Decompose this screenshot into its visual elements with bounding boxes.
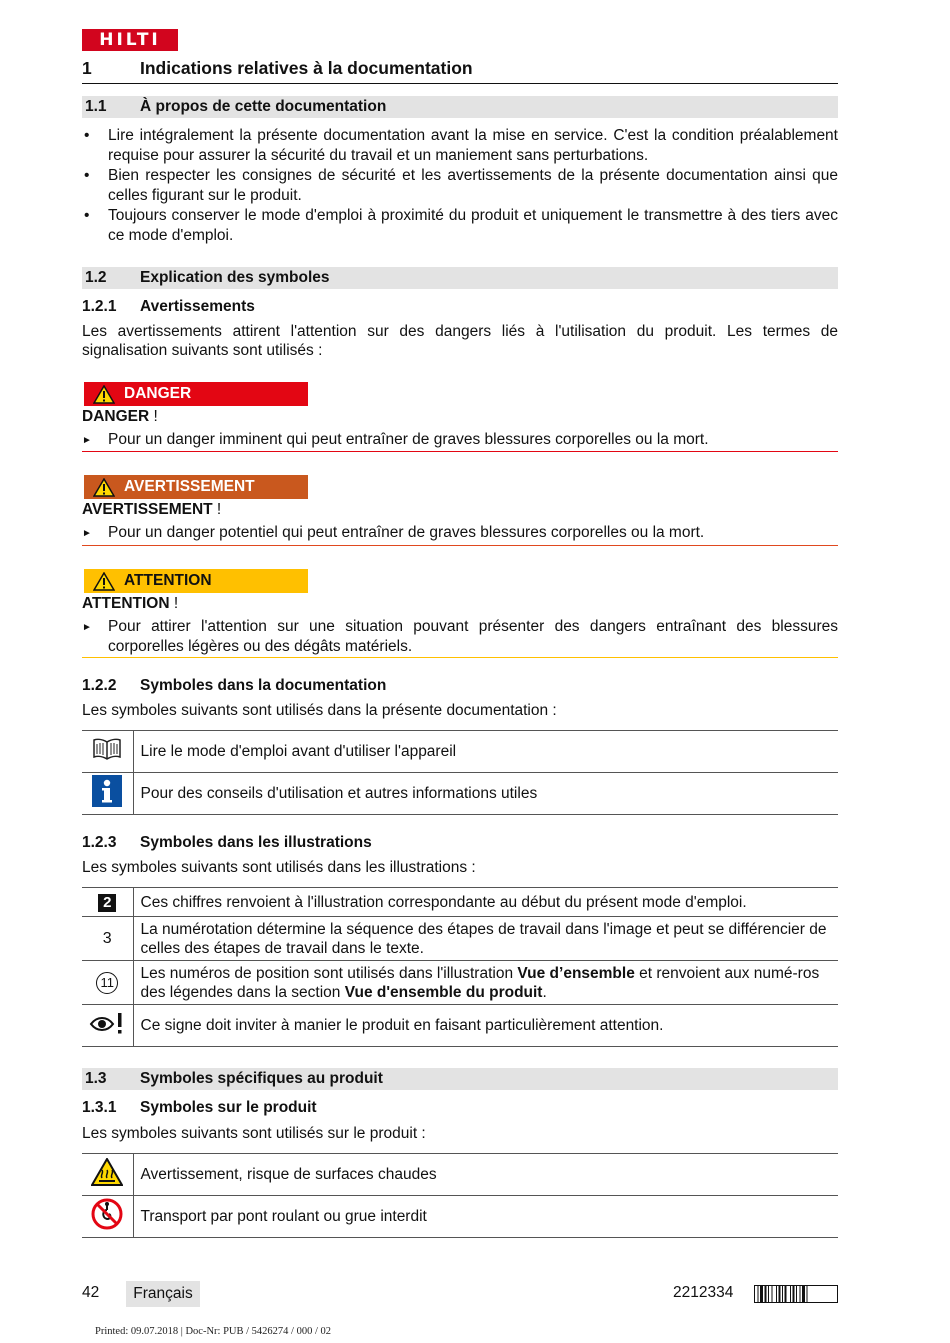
section-heading-1-3: 1.3 Symboles spécifiques au produit [82, 1068, 838, 1090]
danger-description: ► Pour un danger imminent qui peut entraîner de graves blessures corporelles ou la mort. [82, 430, 838, 451]
table-row: 11 Les numéros de position sont utilisés dans l'illustration Vue d’ensemble et renvoient aux numé-ros des légendes dans la section Vue d'ensemble du produit. [82, 961, 838, 1005]
table-row: Pour des conseils d'utilisation et autres informations utiles [82, 773, 838, 815]
eye-attention-icon [82, 1005, 133, 1047]
book-icon [82, 731, 133, 773]
danger-signal-label: DANGER [84, 382, 308, 406]
warning-divider [82, 545, 838, 546]
subsection-heading-1-3-1: 1.3.1 Symboles sur le produit [82, 1099, 317, 1116]
documentation-symbols-table [82, 730, 838, 815]
table-row: 3 La numérotation détermine la séquence des étapes de travail dans l'image et peut se différencier de celles des étapes de travail dans le texte. [82, 917, 838, 961]
table-row: Transport par pont roulant ou grue interdit [82, 1196, 838, 1238]
document-number: 2212334 [673, 1284, 734, 1301]
illustration-symbols-table [82, 887, 838, 1047]
warning-signal-label: AVERTISSEMENT [84, 475, 308, 499]
intro-paragraph: Les symboles suivants sont utilisés sur le produit : [82, 1125, 426, 1142]
table-row: Lire le mode d'emploi avant d'utiliser l'appareil [82, 731, 838, 773]
language-label: Français [126, 1281, 200, 1307]
section-heading-1-1: 1.1 À propos de cette documentation [82, 96, 838, 118]
print-info: Printed: 09.07.2018 | Doc-Nr: PUB / 5426274 / 000 / 02 [95, 1326, 332, 1337]
subsection-heading-1-2-2: 1.2.2 Symboles dans la documentation [82, 677, 387, 694]
attention-description: ► Pour attirer l'attention sur une situation pouvant présenter des dangers entraînant des blessures corporelles légères ou des dégâts matériels. [82, 618, 838, 655]
barcode-icon [754, 1285, 838, 1303]
table-row: Avertissement, risque de surfaces chaudes [82, 1154, 838, 1196]
warning-triangle-icon [84, 572, 124, 591]
intro-paragraph: Les avertissements attirent l'attention sur des dangers liés à l'utilisation du produit. Les termes de signalisation suivants sont utilisés : [82, 323, 838, 359]
chapter-title: Indications relatives à la documentation [140, 58, 473, 78]
list-item: • Bien respecter les consignes de sécurité et les avertissements de la présente documentation ainsi que celles figurant sur le produit. [82, 166, 838, 205]
table-row: 2 Ces chiffres renvoient à l'illustration correspondante au début du présent mode d'emploi. [82, 888, 838, 917]
intro-paragraph: Les symboles suivants sont utilisés dans les illustrations : [82, 859, 476, 876]
figure-number-icon: 2 [82, 888, 133, 917]
section-heading-1-2: 1.2 Explication des symboles [82, 267, 838, 289]
page-number: 42 [82, 1284, 100, 1301]
danger-word: DANGER ! [82, 408, 158, 425]
position-number-icon: 11 [82, 961, 133, 1005]
step-number-icon: 3 [82, 917, 133, 961]
attention-word: ATTENTION ! [82, 595, 179, 612]
attention-divider [82, 657, 838, 658]
product-symbols-table [82, 1153, 838, 1238]
list-item: • Lire intégralement la présente documentation avant la mise en service. C'est la condition préalablement requise pour assurer la sécurité du travail et un maniement sans perturbations. [82, 126, 838, 165]
arrow-icon: ► [82, 622, 92, 633]
table-row: Ce signe doit inviter à manier le produit en faisant particulièrement attention. [82, 1005, 838, 1047]
intro-paragraph: Les symboles suivants sont utilisés dans la présente documentation : [82, 702, 557, 719]
subsection-heading-1-2-3: 1.2.3 Symboles dans les illustrations [82, 834, 372, 851]
subsection-heading-1-2-1: 1.2.1 Avertissements [82, 298, 255, 315]
hilti-logo: HILTI [82, 29, 178, 51]
warning-word: AVERTISSEMENT ! [82, 501, 222, 518]
arrow-icon: ► [82, 435, 92, 446]
danger-divider [82, 451, 838, 452]
chapter-number: 1 [82, 58, 92, 78]
info-icon [82, 773, 133, 815]
attention-signal-label: ATTENTION [84, 569, 308, 593]
hot-surface-icon [82, 1154, 133, 1196]
chapter-heading [82, 58, 838, 84]
warning-description: ► Pour un danger potentiel qui peut entraîner de graves blessures corporelles ou la mort. [82, 523, 838, 544]
list-item: • Toujours conserver le mode d'emploi à proximité du produit et uniquement le transmettre à des tiers avec ce mode d'emploi. [82, 206, 838, 245]
warning-triangle-icon [84, 385, 124, 404]
bullet-list [82, 126, 838, 246]
no-crane-icon [82, 1196, 133, 1238]
warning-triangle-icon [84, 478, 124, 497]
arrow-icon: ► [82, 528, 92, 539]
